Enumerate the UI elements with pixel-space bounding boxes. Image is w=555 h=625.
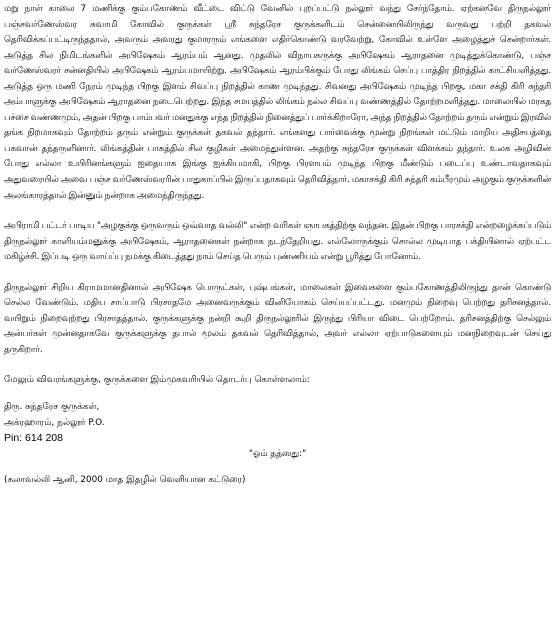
paragraph-2: அபிராமி பட்டர் பாடிய "அழகுக்கு ஒருவரும் ஒவ்வாத வல்லி" என்ற வரிகள் ஞாபகத்திற்கு வந்தன. இதன் பிறகு பாரசக்தி என்றழைக்கப்படும் திருநல்லூர் காளியம்மனுக்கு அபிஷேகம், ஆராதனைகள் நன்றாக நடந்தேறியது. எல்லோருக்கும் சொல்ல முடியாத பக்தியினால் ஏற்பட்ட மகிழ்ச்சி. இப்படி ஒரு வாய்ப்பு நமக்கு கிடைத்தது நாம் செய்த பெரும் புண்ணியம் என்று பூரித்து போனோம். (4, 221, 551, 263)
address-pin: Pin: 614 208 (4, 432, 63, 445)
address-name: திரு. சுந்தரேச குருக்கள், (4, 402, 100, 413)
address-block (4, 400, 551, 447)
paragraph-1: மறு நாள் காலை 7 மணிக்கு கும்பகோணம் வீட்டை விட்டு வேனில் புறப்பட்டு நல்லூர் வந்து சேர்ந்தோம். ஏற்கனவே திருநல்லூர் பஞ்சவர்ணேஸ்வர சுவாமி கோவில் குருக்கள் ஸ்ரீ சுந்தரேச குருக்களிடம் சென்னையிலிருந்து வருவது பற்றி தகவல் தெரிவிக்கப்பட்டிருந்ததால், அவரும் அவரது குமாரரும் எங்களை எதிர்கொண்டு வரவேற்று, கோவில் உள்ளே அழைத்துச் சென்றார்கள். அடுத்த சில நிமிடங்களில் அபிஷேகம் ஆரம்பம் ஆனது. முதலில் விநாயகருக்கு அபிஷேகம் ஆராதனை முடித்துக்கொண்டு, பஞ்ச வர்ணேஸ்வரர் சன்னதியில் அபிஷேகம் ஆரம்பமாயிற்று. அபிஷேகம் ஆரம்பிக்கும் போது லிங்கம் செப்பு பாத்திர நிறத்தில் காட்சியளித்தது. அடுத்த ஒரு மணி நேரம் முடிந்த பிறகு இளம் சிவப்பு நிறத்தில் காண முடிந்தது. சிவனது அபிஷேகம் முடிந்த பிறகு, மகா சக்தி கிரி சுந்தரி அம்பாளுக்கு அபிஷேகம் ஆராதனை நடைபெற்றது. இந்த சமயத்தில் லிங்கம் நல்ல சிவப்பு வண்ணத்தில் தோற்றமளித்தது. மாலையில் மரகத பச்சை வண்ணமும், அதன் பிறகு பாம்பவர் மனதுக்கு எந்த நிறத்தில் நினைத்துப் பார்க்கிறாரோ, அந்த நிறத்தில் தோற்றம் தரும் என்றும் இரவில் தங்க நிறமாகவும் தோற்றம் தரும் என்றும் குருக்கள் தகவல் தந்தார். எங்களது பார்வைக்கு மூன்று நிறங்கள் மட்டும் மாறிய அதிசயத்தை பகவான் தந்தருளினார். லிங்கத்தின் பாகத்தில் சில குழிகள் அமைந்துள்ளன. அதற்கு சுந்தரேச குருக்கள் விளக்கம் தந்தார். உலக அழிவின் போது எல்லா உயிரினங்களும் ஐதையாக இங்கு ஐக்கியமாகி, பிறகு பிரளயம் முடிந்த பிறகு மீண்டும் படைப்பு உண்டாவதாகவும் அதுவரையில் அவை பஞ்ச வர்ணேஸ்வரரின் பாதுகாப்பில் இருப்பதாகவும் தெரிவித்தார். மகாசக்தி கிரி சுந்தரி கம்பீரமும் அழகும் குருக்களின் அலங்காரத்தால் இன்னும் நன்றாக அமைந்திருந்தது. (4, 4, 551, 201)
closing-blessing: "ஓம் தத்ஸது:" (248, 448, 307, 459)
address-place: அக்ரஹாரம், நல்லூர் P.O. (4, 417, 105, 428)
contact-intro: மேலும் விவரங்களுக்கு, குருக்களை இம்முகவரியில் தொடர்பு கொள்ளலாம்: (4, 375, 310, 386)
source-note: (கலாவல்லி ஆனி, 2000 மாத இதழில் வெளியான கட்டுரை) (4, 475, 246, 486)
paragraph-3: திருநல்லூர் சிறிய கிராமமானதினால் அபிஷேக பொருட்கள், புஷ்பங்கள், மாலைகள் இவைகளை கும்பகோணத்திலிருந்து தான் கொண்டு செல்ல வேண்டும். மதிய சாப்பாடு பிரசாதமே அனைவருக்கும் வினியோகம் செய்யப்பட்டது. மனமும் நிறைவு பெற்றது தரிசனத்தால். வயிறும் நிறைவுற்றது பிரசாதத்தால். குருக்களுக்கு நன்றி கூறி திருநல்லூரில் இருந்து பிரியா விடை பெற்றோம். தரிசனத்திற்கு செல்லும் அன்பர்கள் முன்னதாகவே குருக்களுக்கு தபால் மூலம் தகவல் தெரிவித்தால், அவர் எல்லா ஏற்பாடுகளையும் மனநிறைவுடன் செய்து தருகிறார். (4, 282, 551, 355)
